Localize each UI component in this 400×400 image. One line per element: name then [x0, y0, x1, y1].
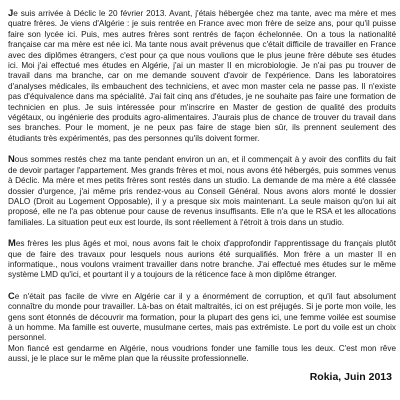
paragraph-future: Mon fiancé est gendarme en Algérie, nous voudrions fonder une famille tous les deux. C'est mon rêve aussi, je le place sur le même plan que la réussite professionnelle.: [8, 343, 396, 364]
letter-body: [8, 8, 396, 365]
signature: Rokia, Juin 2013: [309, 371, 392, 383]
paragraph-gap: [8, 281, 396, 291]
paragraph-gap: [8, 228, 396, 238]
paragraph-studies: Mes frères les plus âgés et moi, nous avons fait le choix d'approfondir l'apprentissage du français plutôt que de faire des travaux pour lesquels nous aurions été surqualifiés. Mon frère a un master II en informatique., nous voulons vraiment travailler dans notre branche. J'ai effectué mes études sur le même système LMD qu'ici, et pourtant il y a toujours de la réticence face à mon diplôme étranger.: [8, 237, 396, 280]
paragraph-housing: Nous sommes restés chez ma tante pendant environ un an, et il commençait à y avoir des conflits du fait de devoir partager l'appartement. Mes grands frères et moi, nous avons été hébergés, puis sommes venus à Déclic. Ma mère et mes petits frères sont restés dans un studio. La demande de ma mère a été classée dossier d'urgence, j'ai même pris rendez-vous au Conseil Général. Nous avons alors monté le dossier DALO (Droit au Logement Opposable), il y a presque six mois maintenant. La seule maison qu'on lui ait proposé, elle ne l'a pas obtenue pour cause de revenus insuffisants. Elle n'a que le RSA et les allocations familiales. La situation peut eux est lourde, ils sont réellement à l'étroit à trois dans un studio.: [8, 153, 396, 227]
paragraph-algeria: Ce n'était pas facile de vivre en Algérie car il y a énormément de corruption, et qu'il faut absolument connaître du monde pour travailler. Là-bas on était maltraités, ici on est préjugés. Si je porte mon voile, les gens sont étonnés de découvrir ma formation, pour la plupart des gens ici, une femme voilée est soumise à un homme. Ma famille est ouverte, musulmane certes, mais pas extrémiste. Le port du voile est un choix personnel.: [8, 289, 396, 343]
paragraph-arrival: Je suis arrivée à Déclic le 20 février 2013. Avant, j'étais hébergée chez ma tante, avec ma mère et mes quatre frères. Je viens d'Algérie : je suis rentrée en France avec mon frère de seize ans, pour qu'il puisse faire son lycée ici. Puis, mes autres frères sont rentrés de façon échelonnée. On a tous la nationalité française car ma mère est née ici. Ma tante nous avait prévenus que c'était difficile de travailler en France avec des diplômes étrangers, c'est pour ça que nous voulions que le plus jeune frère débute ses études ici. Moi j'ai effectué mes études en Algérie, j'ai un master II en microbiologie. Je n'ai pas pu trouver de travail dans ma branche, car on me demande souvent d'avoir de l'expérience. Dans les laboratoires d'analyses médicales, ils embauchent des techniciens, et avec mon master cela ne passe pas. Il n'existe pas d'équivalence dans ma spécialité. J'ai fait cinq ans d'études, je ne souhaite pas faire une formation de technicien en plus. Je suis intéressée pour m'inscrire en Master de gestion de qualité des produits végétaux, ou ingénierie des produits agro-alimentaires. J'aurais plus de chance de trouver du travail dans ses branches. Pour le moment, je ne peux pas faire de stage bien sûr, ils prennent seulement des étudiants très expérimentés, pas des personnes qu'ils doivent former.: [8, 7, 396, 143]
paragraph-gap: [8, 144, 396, 154]
